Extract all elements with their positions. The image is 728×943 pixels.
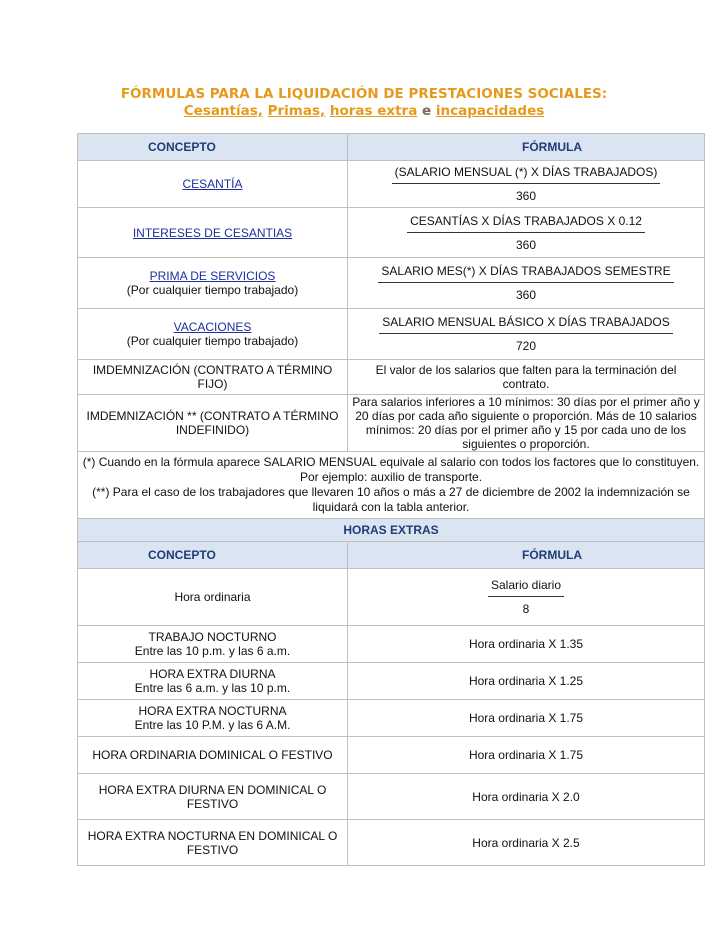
formula-cell: Hora ordinaria X 1.35 <box>348 626 705 663</box>
header-formula: FÓRMULA <box>348 134 705 161</box>
concept-note: Entre las 6 a.m. y las 10 p.m. <box>134 681 291 695</box>
formula-cell: Hora ordinaria X 2.0 <box>348 774 705 820</box>
link-horas-extra[interactable]: horas extra <box>329 103 418 119</box>
table-row <box>78 258 705 309</box>
fraction-bar <box>392 183 661 184</box>
concept-note: Entre las 10 P.M. y las 6 A.M. <box>134 718 291 732</box>
numerator: Salario diario <box>490 578 562 592</box>
formula-cell: El valor de los salarios que falten para la terminación del contrato. <box>348 360 705 395</box>
concept-note: Entre las 10 p.m. y las 6 a.m. <box>134 644 291 658</box>
numerator: SALARIO MENSUAL BÁSICO X DÍAS TRABAJADOS <box>382 315 670 329</box>
concept-cell: Hora ordinaria <box>78 569 348 626</box>
notes-row <box>78 452 705 519</box>
link-incapacidades[interactable]: incapacidades <box>435 103 545 119</box>
fraction <box>392 165 661 203</box>
concept-cell: IMDEMNIZACIÓN ** (CONTRATO A TÉRMINO INDEFINIDO) <box>78 395 348 452</box>
numerator: SALARIO MES(*) X DÍAS TRABAJADOS SEMESTRE <box>381 264 671 278</box>
link-cesantias[interactable]: Cesantías, <box>183 103 263 119</box>
formula-cell: Hora ordinaria X 2.5 <box>348 820 705 866</box>
fraction <box>407 214 645 252</box>
table-row <box>78 395 705 452</box>
header-concepto: CONCEPTO <box>78 134 348 161</box>
fraction-bar <box>488 596 564 597</box>
page-title: FÓRMULAS PARA LA LIQUIDACIÓN DE PRESTACIONES SOCIALES: <box>120 86 608 102</box>
concept-cell: IMDEMNIZACIÓN (CONTRATO A TÉRMINO FIJO) <box>78 360 348 395</box>
formula-cell: Hora ordinaria X 1.75 <box>348 700 705 737</box>
denominator: 360 <box>515 189 536 203</box>
table-row <box>78 161 705 208</box>
formula-cell: Hora ordinaria X 1.75 <box>348 737 705 774</box>
denominator: 360 <box>515 288 537 302</box>
fraction-bar <box>379 333 672 334</box>
link-vacaciones[interactable]: VACACIONES <box>173 320 252 334</box>
table-header-row <box>78 134 705 161</box>
link-cesantia[interactable]: CESANTÍA <box>182 177 243 191</box>
concept-cell: HORA EXTRA NOCTURNA <box>138 704 287 718</box>
concept-note: (Por cualquier tiempo trabajado) <box>126 283 299 297</box>
header-concepto: CONCEPTO <box>78 542 348 569</box>
footnote-2: (**) Para el caso de los trabajadores que llevaren 10 años o más a 27 de diciembre de 2002 la indemnización se liquidará con la tabla anterior. <box>92 485 690 514</box>
footnote-1: (*) Cuando en la fórmula aparece SALARIO MENSUAL equivale al salario con todos los factores que lo constituyen. Por ejemplo: auxilio de transporte. <box>82 455 700 484</box>
link-primas[interactable]: Primas, <box>267 103 326 119</box>
table-header-row <box>78 542 705 569</box>
formulas-table <box>77 133 705 866</box>
link-prima-servicios[interactable]: PRIMA DE SERVICIOS <box>149 269 276 283</box>
fraction <box>379 315 672 353</box>
table-row <box>78 737 705 774</box>
fraction <box>378 264 673 302</box>
concept-note: (Por cualquier tiempo trabajado) <box>126 334 299 348</box>
table-row <box>78 626 705 663</box>
conjunction: e <box>422 103 432 119</box>
formula-cell: Hora ordinaria X 1.25 <box>348 663 705 700</box>
concept-cell: HORA EXTRA DIURNA EN DOMINICAL O FESTIVO <box>78 774 348 820</box>
concept-cell: HORA EXTRA NOCTURNA EN DOMINICAL O FESTIVO <box>78 820 348 866</box>
concept-cell: HORA ORDINARIA DOMINICAL O FESTIVO <box>78 737 348 774</box>
numerator: (SALARIO MENSUAL (*) X DÍAS TRABAJADOS) <box>394 165 658 179</box>
table-row <box>78 820 705 866</box>
header-formula: FÓRMULA <box>348 542 705 569</box>
denominator: 8 <box>522 602 530 616</box>
table-row <box>78 309 705 360</box>
link-intereses-cesantias[interactable]: INTERESES DE CESANTIAS <box>132 225 293 240</box>
fraction-bar <box>378 282 673 283</box>
concept-cell: HORA EXTRA DIURNA <box>149 667 276 681</box>
table-row <box>78 663 705 700</box>
concept-cell: TRABAJO NOCTURNO <box>148 630 277 644</box>
section-title: HORAS EXTRAS <box>78 519 705 542</box>
table-row <box>78 700 705 737</box>
denominator: 720 <box>515 339 536 353</box>
formula-cell: Para salarios inferiores a 10 mínimos: 30 días por el primer año y 20 días por cada año siguiente o proporción. Más de 10 salarios mínimos: 20 días por el primer año y 15 por cada uno de los siguientes o proporción. <box>348 395 705 452</box>
numerator: CESANTÍAS X DÍAS TRABAJADOS X 0.12 <box>410 213 642 228</box>
table-row <box>78 569 705 626</box>
denominator: 360 <box>515 237 536 252</box>
table-row <box>78 774 705 820</box>
section-header-row <box>78 519 705 542</box>
fraction-bar <box>407 232 645 233</box>
table-row <box>78 208 705 258</box>
table-row <box>78 360 705 395</box>
fraction <box>488 578 564 616</box>
page-subtitle <box>0 103 728 119</box>
